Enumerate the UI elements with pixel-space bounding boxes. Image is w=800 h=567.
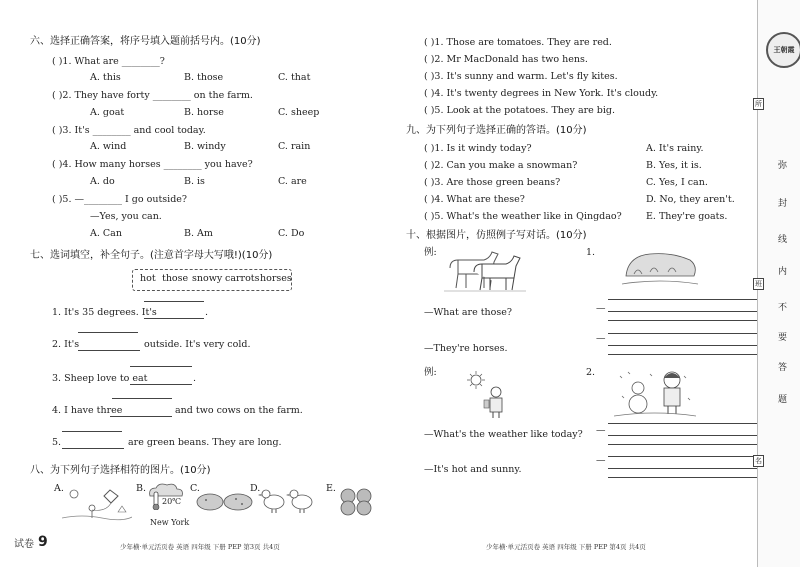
s6-q3-b: B. windy xyxy=(184,141,226,152)
s7-s5-blank-top[interactable] xyxy=(62,431,122,432)
s7-s2-pre: 2. It's xyxy=(52,339,80,350)
s8-sentence-2: ( )2. Mr MacDonald has two hens. xyxy=(424,54,588,65)
s8-sentence-5: ( )5. Look at the potatoes. They are big. xyxy=(424,105,616,116)
example2-label: 例: xyxy=(424,367,437,378)
answer2-dash: — xyxy=(596,425,606,436)
pic-label-b: B. xyxy=(136,483,147,494)
word-snowy: snowy xyxy=(192,273,223,284)
word-box xyxy=(132,269,292,291)
goats-picture xyxy=(620,246,700,290)
s6-q1-b: B. those xyxy=(184,72,224,83)
binding-char-7: 答 xyxy=(778,363,788,373)
exam-label: 试卷 xyxy=(14,539,34,550)
binding-char-2: 封 xyxy=(778,199,788,209)
s6-q2-c: C. sheep xyxy=(278,107,320,118)
pic-label-c: C. xyxy=(190,483,200,494)
s7-s5-post: are green beans. They are long. xyxy=(128,437,282,448)
binding-char-6: 要 xyxy=(778,333,788,343)
binding-char-4: 内 xyxy=(778,267,788,277)
s8-sentence-1: ( )1. Those are tomatoes. They are red. xyxy=(424,37,612,48)
kite-picture xyxy=(62,488,132,522)
section7-title: 七、选词填空，补全句子。(注意首字母大写哦!)(10分) xyxy=(30,250,273,261)
section9-title: 九、为下列句子选择正确的答语。(10分) xyxy=(406,125,587,136)
city-label: New York xyxy=(150,518,190,527)
stamp-text: 王朝霞 xyxy=(773,46,795,54)
s7-s4-post: and two cows on the farm. xyxy=(175,405,303,416)
s6-q3-a: A. wind xyxy=(90,141,127,152)
s6-q5-a: A. Can xyxy=(90,228,122,239)
pic-label-e: E. xyxy=(326,483,336,494)
s9-q2: ( )2. Can you make a snowman? xyxy=(424,160,578,171)
s6-q1-c: C. that xyxy=(278,72,311,83)
s7-s5-pre: 5. xyxy=(52,437,62,448)
word-carrots: carrots xyxy=(225,273,260,284)
section8-title: 八、为下列句子选择相符的图片。(10分) xyxy=(30,465,211,476)
binding-strip xyxy=(757,0,800,567)
page-number: 9 xyxy=(38,534,48,550)
s8-sentence-4: ( )4. It's twenty degrees in New York. It's cloudy. xyxy=(424,88,659,99)
word-horses: horses xyxy=(260,273,292,284)
s9-q1: ( )1. Is it windy today? xyxy=(424,143,532,154)
s6-q5-reply: —Yes, you can. xyxy=(90,211,162,222)
binding-char-5: 不 xyxy=(778,303,788,313)
s9-q5: ( )5. What's the weather like in Qingdao? xyxy=(424,211,622,222)
s6-q2-a: A. goat xyxy=(90,107,125,118)
s6-q5-b: B. Am xyxy=(184,228,213,239)
binding-mark-2: 班 xyxy=(755,280,762,288)
example2-question: —What's the weather like today? xyxy=(424,429,583,440)
example1-label: 例: xyxy=(424,247,437,258)
s6-q3: ( )3. It's ________ and cool today. xyxy=(52,125,206,136)
sunny-picture xyxy=(466,370,514,420)
right-footer: 少年横·单元活页卷 英语 四年级 下册 PEP 第4页 共4页 xyxy=(486,543,646,551)
temperature-label: 20℃ xyxy=(162,497,182,506)
example1-answer: —They're horses. xyxy=(424,343,508,354)
horses-picture xyxy=(444,250,526,292)
snowy-picture xyxy=(614,368,696,420)
answer1-dash-2: — xyxy=(596,333,606,344)
hens-picture xyxy=(258,484,318,514)
s7-s1-post: . xyxy=(205,307,209,318)
example2-answer: —It's hot and sunny. xyxy=(424,464,522,475)
s9-q3: ( )3. Are those green beans? xyxy=(424,177,561,188)
pic-label-d: D. xyxy=(250,483,261,494)
s7-s4-blank-top[interactable] xyxy=(112,398,172,399)
s8-sentence-3: ( )3. It's sunny and warm. Let's fly kites. xyxy=(424,71,618,82)
section6-title: 六、选择正确答案，将序号填入题前括号内。(10分) xyxy=(30,36,261,47)
section10-title: 十、根据图片，仿照例子写对话。(10分) xyxy=(406,230,587,241)
s7-s1-blank-top[interactable] xyxy=(144,301,204,302)
left-footer: 少年横·单元活页卷 英语 四年级 下册 PEP 第3页 共4页 xyxy=(120,543,280,551)
s9-q4: ( )4. What are these? xyxy=(424,194,525,205)
s6-q1: ( )1. What are ________? xyxy=(52,56,165,67)
potatoes-picture xyxy=(196,490,254,512)
s9-a3: C. Yes, I can. xyxy=(646,177,708,188)
s6-q5: ( )5. —________ I go outside? xyxy=(52,194,187,205)
word-those: those xyxy=(162,273,189,284)
tomatoes-picture xyxy=(336,486,376,516)
s6-q4: ( )4. How many horses ________ you have? xyxy=(52,159,253,170)
s7-s2-blank[interactable] xyxy=(78,350,140,351)
s6-q4-c: C. are xyxy=(278,176,307,187)
example1-number: 1. xyxy=(586,247,596,258)
s6-q2: ( )2. They have forty ________ on the farm. xyxy=(52,90,253,101)
binding-char-8: 题 xyxy=(778,395,788,405)
s9-a4: D. No, they aren't. xyxy=(646,194,735,205)
example1-question: —What are those? xyxy=(424,307,512,318)
s7-s1-blank[interactable] xyxy=(144,318,204,319)
example2-number: 2. xyxy=(586,367,596,378)
binding-char-1: 弥 xyxy=(778,161,788,171)
s9-a5: E. They're goats. xyxy=(646,211,728,222)
answer2-dash-2: — xyxy=(596,455,606,466)
word-hot: hot xyxy=(140,273,156,284)
s6-q2-b: B. horse xyxy=(184,107,224,118)
s7-s4-blank[interactable] xyxy=(110,416,172,417)
s9-a1: A. It's rainy. xyxy=(646,143,704,154)
right-page xyxy=(400,0,800,567)
s7-s3-blank-top[interactable] xyxy=(130,366,192,367)
s6-q3-c: C. rain xyxy=(278,141,311,152)
s6-q5-c: C. Do xyxy=(278,228,305,239)
s6-q4-a: A. do xyxy=(90,176,115,187)
s7-s3-post: . xyxy=(193,373,197,384)
binding-mark-3: 名 xyxy=(755,457,762,465)
publisher-stamp xyxy=(766,32,800,68)
pic-label-a: A. xyxy=(54,483,64,494)
s7-s3-pre: 3. Sheep love to eat xyxy=(52,373,148,384)
s7-s5-blank[interactable] xyxy=(62,448,124,449)
s6-q1-a: A. this xyxy=(90,72,121,83)
s7-s2-blank-top[interactable] xyxy=(78,332,138,333)
s7-s3-blank[interactable] xyxy=(130,384,192,385)
s9-a2: B. Yes, it is. xyxy=(646,160,702,171)
s7-s2-post: outside. It's very cold. xyxy=(144,339,251,350)
s6-q4-b: B. is xyxy=(184,176,205,187)
binding-char-3: 线 xyxy=(778,235,788,245)
s7-s1-pre: 1. It's 35 degrees. It's xyxy=(52,307,157,318)
answer1-dash: — xyxy=(596,303,606,314)
binding-mark-1: 所 xyxy=(755,100,762,108)
s7-s4-pre: 4. I have three xyxy=(52,405,123,416)
